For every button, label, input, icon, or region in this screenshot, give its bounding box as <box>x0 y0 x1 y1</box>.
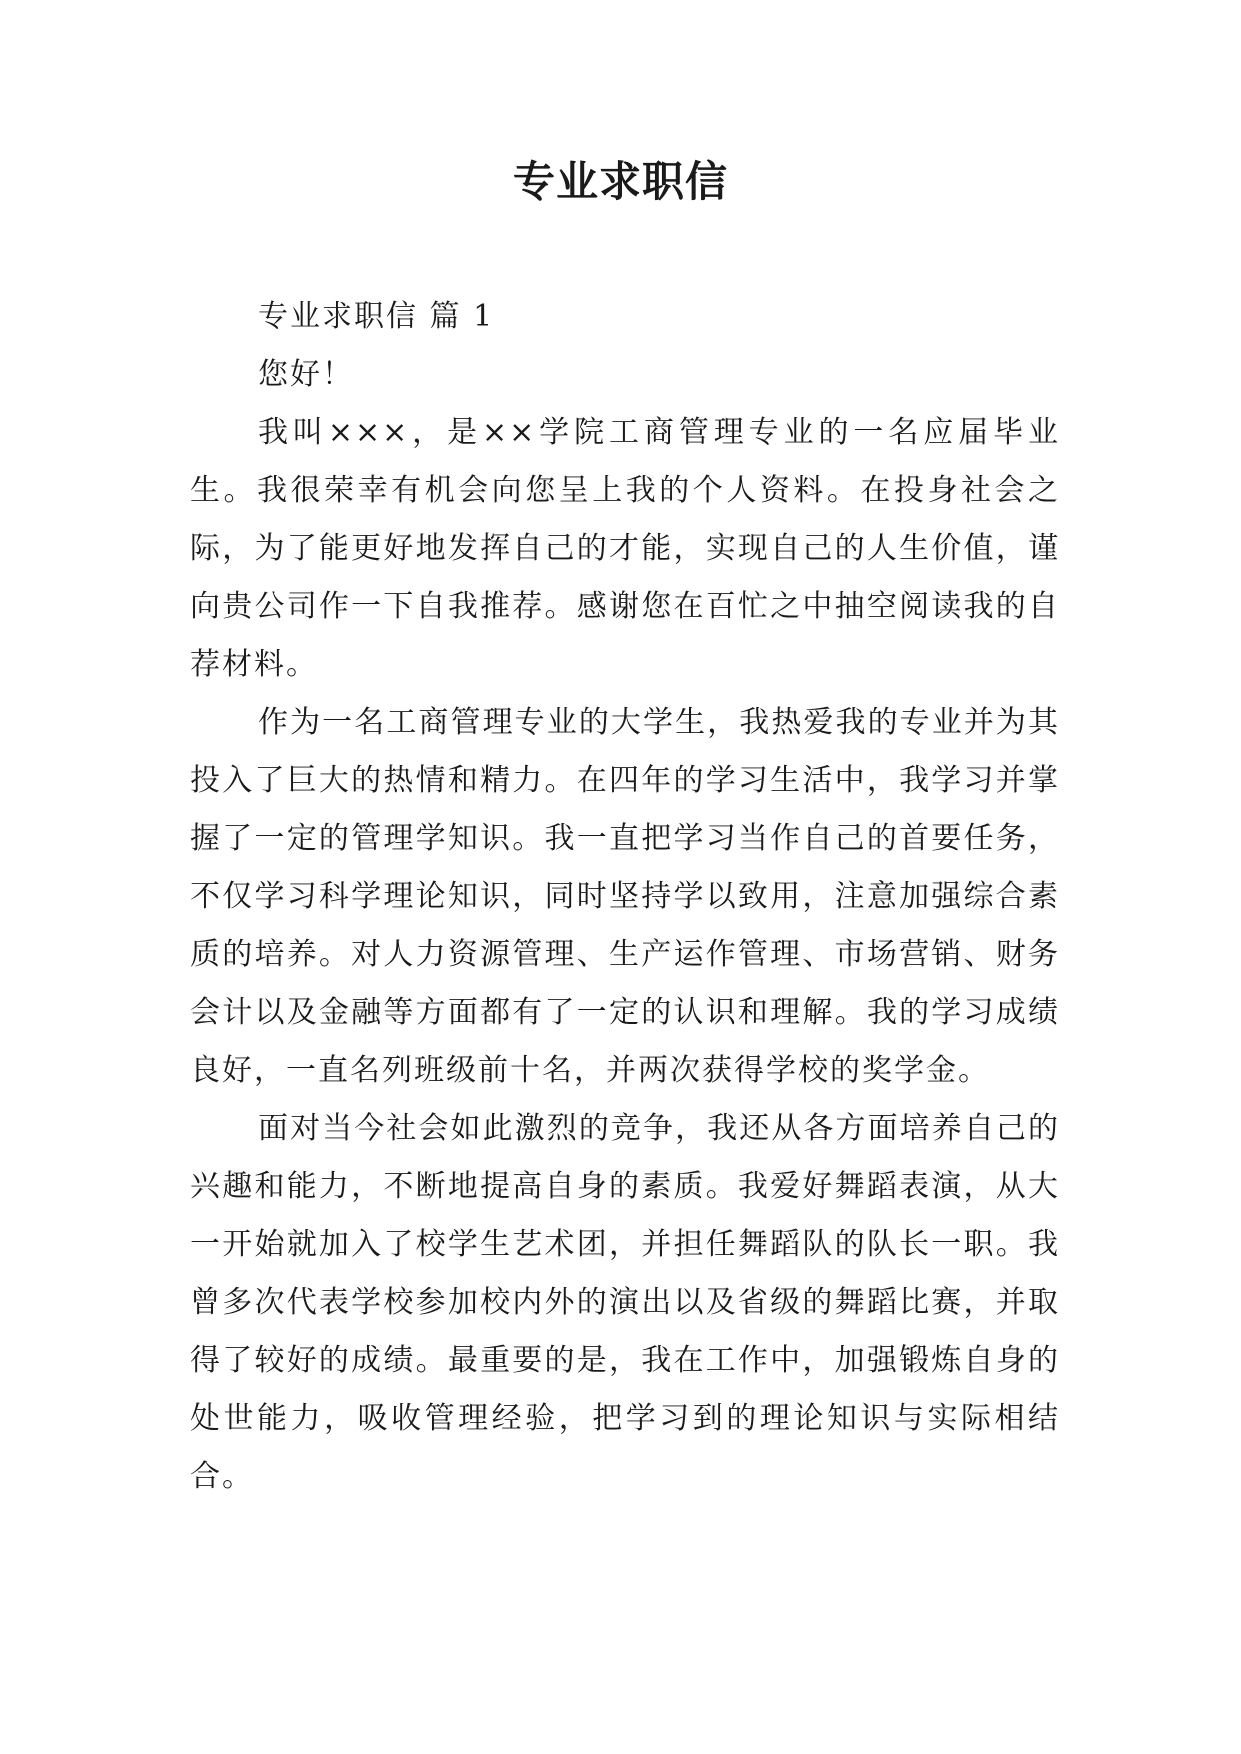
document-title: 专业求职信 <box>512 157 728 206</box>
paragraph-intro: 我叫×××，是××学院工商管理专业的一名应届毕业生。我很荣幸有机会向您呈上我的个人资料。在投身社会之际，为了能更好地发挥自己的才能，实现自己的人生价值，谨向贵公司作一下自我推荐。感谢您在百忙之中抽空阅读我的自荐材料。 <box>190 415 1060 682</box>
document-body <box>190 288 1060 1506</box>
greeting: 您好！ <box>258 357 354 392</box>
paragraph-study: 作为一名工商管理专业的大学生，我热爱我的专业并为其投入了巨大的热情和精力。在四年的学习生活中，我学习并掌握了一定的管理学知识。我一直把学习当作自己的首要任务，不仅学习科学理论知识，同时坚持学以致用，注意加强综合素质的培养。对人力资源管理、生产运作管理、市场营销、财务会计以及金融等方面都有了一定的认识和理解。我的学习成绩良好，一直名列班级前十名，并两次获得学校的奖学金。 <box>190 705 1060 1088</box>
paragraph-activities: 面对当今社会如此激烈的竞争，我还从各方面培养自己的兴趣和能力，不断地提高自身的素质。我爱好舞蹈表演，从大一开始就加入了校学生艺术团，并担任舞蹈队的队长一职。我曾多次代表学校参加校内外的演出以及省级的舞蹈比赛，并取得了较好的成绩。最重要的是，我在工作中，加强锻炼自身的处世能力，吸收管理经验，把学习到的理论知识与实际相结合。 <box>190 1111 1060 1494</box>
section-heading: 专业求职信 篇 1 <box>258 299 495 334</box>
